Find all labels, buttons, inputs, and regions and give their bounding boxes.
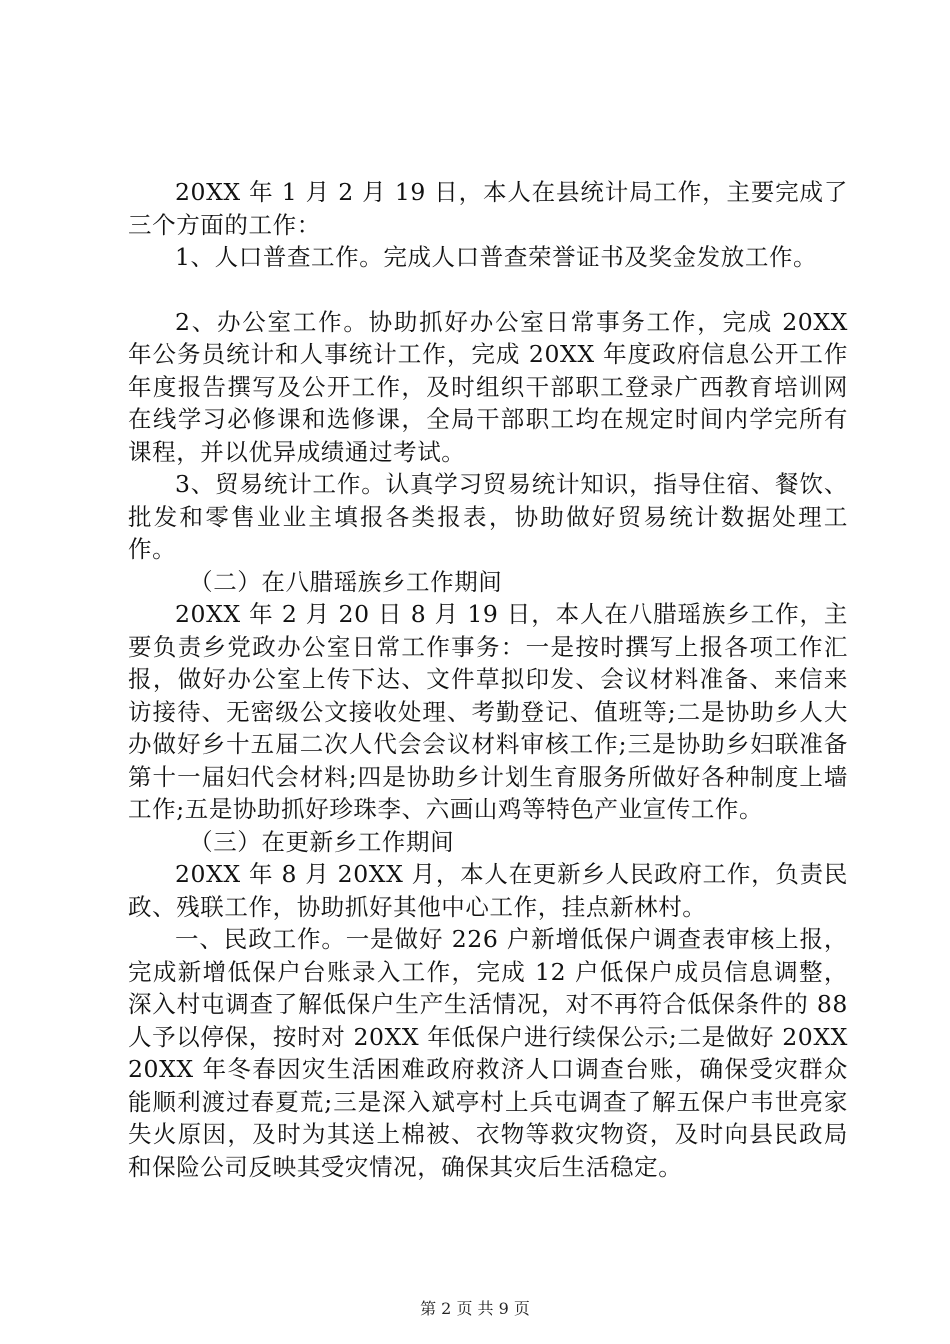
paragraph-civil-affairs: 一、民政工作。一是做好 226 户新增低保户调查表审核上报，完成新增低保户台账录入工作，完成 12 户低保户成员信息调整，深入村屯调查了解低保户生产生活情况，对不再符合低保条件的 88 人予以停保，按时对 20XX 年低保户进行续保公示;二是做好 20XX20XX 年冬春因灾生活困难政府救济人口调查台账，确保受灾群众能顺利渡过春夏荒;三是深入斌亭村上兵屯调查了解五保户韦世亮家失火原因，及时为其送上棉被、衣物等救灾物资，及时向县民政局和保险公司反映其受灾情况，确保其灾后生活稳定。: [128, 925, 848, 1181]
paragraph-gengxin-intro: 20XX 年 8 月 20XX 月，本人在更新乡人民政府工作，负责民政、残联工作，协助抓好其他中心工作，挂点新林村。: [128, 860, 848, 921]
paragraph-census-work: 1、人口普查工作。完成人口普查荣誉证书及奖金发放工作。: [175, 243, 818, 271]
page-number-footer: 第 2 页 共 9 页: [420, 1299, 530, 1318]
paragraph-intro: 20XX 年 1 月 2 月 19 日，本人在县统计局工作，主要完成了三个方面的工作：: [128, 178, 848, 239]
document-body: [128, 176, 848, 1183]
paragraph-trade-statistics: 3、贸易统计工作。认真学习贸易统计知识，指导住宿、餐饮、批发和零售业业主填报各类报表，协助做好贸易统计数据处理工作。: [128, 470, 848, 563]
paragraph-bala-work: 20XX 年 2 月 20 日 8 月 19 日，本人在八腊瑶族乡工作，主要负责乡党政办公室日常工作事务：一是按时撰写上报各项工作汇报，做好办公室上传下达、文件草拟印发、会议材料准备、来信来访接待、无密级公文接收处理、考勤登记、值班等;二是协助乡人大办做好乡十五届二次人代会会议材料审核工作;三是协助乡妇联准备第十一届妇代会材料;四是协助乡计划生育服务所做好各种制度上墙工作;五是协助抓好珍珠李、六画山鸡等特色产业宣传工作。: [128, 600, 848, 823]
paragraph-office-work: 2、办公室工作。协助抓好办公室日常事务工作，完成 20XX 年公务员统计和人事统计工作，完成 20XX 年度政府信息公开工作年度报告撰写及公开工作，及时组织干部职工登录广西教育培训网在线学习必修课和选修课，全局干部职工均在规定时间内学完所有课程，并以优异成绩通过考试。: [128, 307, 848, 466]
section-heading-bala: （二）在八腊瑶族乡工作期间: [189, 567, 503, 596]
section-heading-gengxin: （三）在更新乡工作期间: [189, 827, 455, 856]
